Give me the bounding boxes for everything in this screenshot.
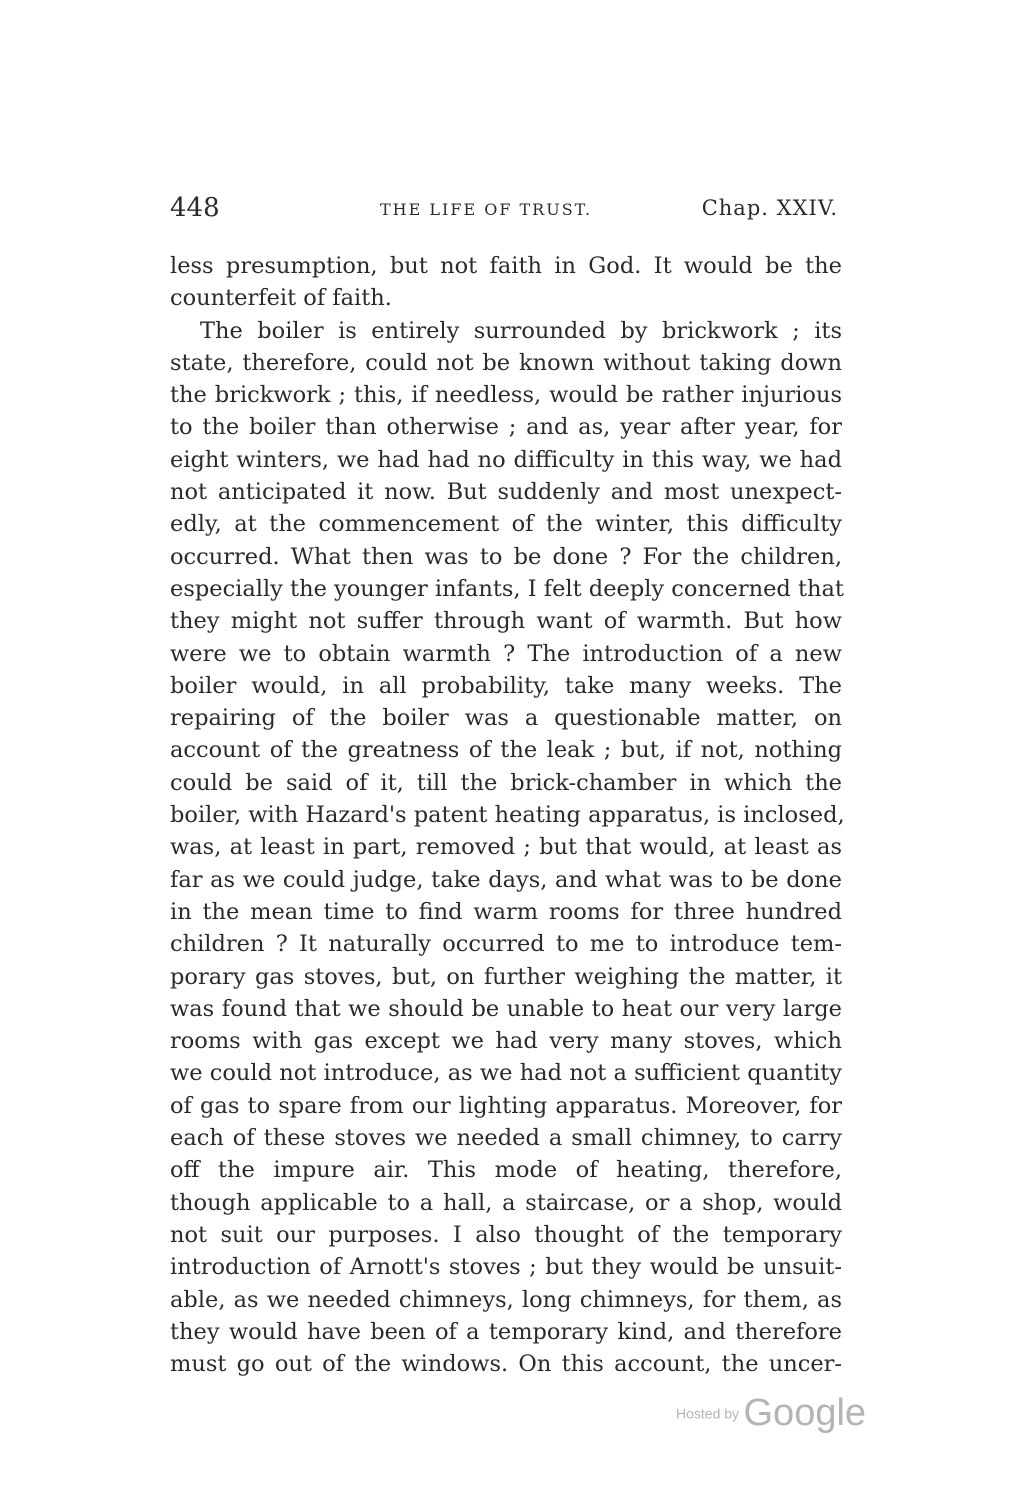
- text-line: occurred. What then was to be done ? For the children,: [170, 543, 842, 570]
- text-line: account of the greatness of the leak ; but, if not, nothing: [170, 737, 842, 764]
- text-line: must go out of the windows. On this account, the uncer-: [170, 1351, 842, 1378]
- text-line: especially the younger infants, I felt deeply concerned that: [170, 575, 844, 602]
- text-line: introduction of Arnott's stoves ; but they would be unsuit-: [170, 1254, 842, 1281]
- hosted-by-google-watermark: [676, 1392, 866, 1435]
- text-line: we could not introduce, as we had not a sufficient quantity: [170, 1060, 842, 1087]
- chapter-label: Chap. XXIV.: [701, 196, 838, 220]
- text-line: rooms with gas except we had very many stoves, which: [170, 1028, 842, 1055]
- body-text: [170, 250, 845, 1380]
- text-line: though applicable to a hall, a staircase, or a shop, would: [170, 1189, 842, 1216]
- text-line: porary gas stoves, but, on further weighing the matter, it: [170, 963, 842, 990]
- text-line: counterfeit of faith.: [170, 285, 392, 312]
- hosted-by-label: Hosted by: [676, 1405, 740, 1422]
- text-line: could be said of it, till the brick-chamber in which the: [170, 769, 842, 796]
- text-line: less presumption, but not faith in God. It would be the: [170, 253, 842, 279]
- text-line: repairing of the boiler was a questionable matter, on: [170, 705, 842, 732]
- text-line: The boiler is entirely surrounded by brickwork ; its: [200, 317, 842, 344]
- page-header: [170, 193, 838, 233]
- text-line: the brickwork ; this, if needless, would be rather injurious: [170, 382, 842, 409]
- text-line: was found that we should be unable to heat our very large: [170, 995, 842, 1022]
- running-title: THE LIFE OF TRUST.: [380, 200, 593, 219]
- google-logo: Google: [743, 1392, 867, 1434]
- text-line: not suit our purposes. I also thought of the temporary: [170, 1221, 842, 1248]
- text-line: boiler would, in all probability, take many weeks. The: [170, 672, 842, 699]
- text-line: eight winters, we had had no difficulty in this way, we had: [170, 446, 842, 473]
- text-line: edly, at the commencement of the winter, this difficulty: [170, 511, 842, 538]
- text-line: children ? It naturally occurred to me to introduce tem-: [170, 931, 842, 958]
- text-line: they might not suffer through want of warmth. But how: [170, 608, 842, 635]
- page-number: 448: [170, 193, 220, 223]
- text-line: they would have been of a temporary kind, and therefore: [170, 1318, 842, 1345]
- text-line: of gas to spare from our lighting apparatus. Moreover, for: [170, 1092, 842, 1119]
- text-line: state, therefore, could not be known without taking down: [170, 349, 842, 376]
- text-line: able, as we needed chimneys, long chimneys, for them, as: [170, 1286, 842, 1313]
- text-line: to the boiler than otherwise ; and as, year after year, for: [170, 414, 842, 441]
- text-line: boiler, with Hazard's patent heating apparatus, is inclosed,: [170, 802, 845, 829]
- text-line: off the impure air. This mode of heating, therefore,: [170, 1157, 842, 1184]
- text-line: in the mean time to find warm rooms for three hundred: [170, 898, 842, 925]
- text-line: was, at least in part, removed ; but that would, at least as: [170, 834, 842, 861]
- text-line: each of these stoves we needed a small chimney, to carry: [170, 1125, 842, 1152]
- text-line: far as we could judge, take days, and what was to be done: [170, 866, 842, 893]
- text-line: were we to obtain warmth ? The introduction of a new: [170, 640, 842, 667]
- text-line: not anticipated it now. But suddenly and most unexpect-: [170, 479, 842, 506]
